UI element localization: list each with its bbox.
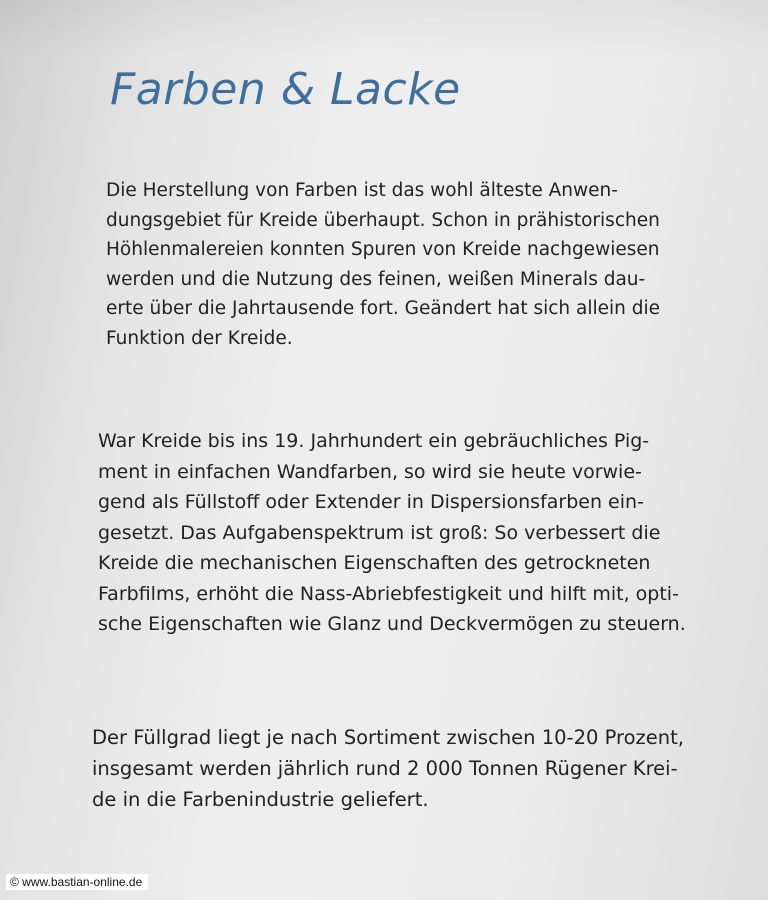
paragraph-3 — [92, 722, 684, 815]
page-title: Farben & Lacke — [110, 64, 461, 115]
paragraph-line: erte über die Jahrtausende fort. Geändert hat sich allein die — [106, 298, 661, 319]
paragraph-line: Funktion der Kreide. — [106, 327, 293, 349]
paragraph-line: werden und die Nutzung des feinen, weißen Minerals dau- — [106, 268, 646, 290]
paragraph-1 — [106, 176, 660, 353]
paragraph-2 — [98, 426, 686, 640]
top-shadow — [0, 0, 768, 60]
copyright-watermark: © www.bastian-online.de — [6, 874, 148, 890]
paragraph-line: dungsgebiet für Kreide überhaupt. Schon in prähistorischen — [106, 209, 660, 231]
paragraph-line: Kreide die mechanischen Eigenschaften des getrockneten — [98, 552, 651, 574]
paragraph-line: sche Eigenschaften wie Glanz und Deckvermögen zu steuern. — [98, 613, 686, 635]
paragraph-line: ment in einfachen Wandfarben, so wird sie heute vorwie- — [98, 460, 642, 483]
paragraph-line: gend als Füllstoff oder Extender in Dispersionsfarben ein- — [98, 491, 644, 513]
paragraph-line: Höhlenmalereien konnten Spuren von Kreide nachgewiesen — [106, 239, 660, 260]
paragraph-line: insgesamt werden jährlich rund 2 000 Tonnen Rügener Krei- — [92, 757, 678, 780]
paragraph-line: gesetzt. Das Aufgabenspektrum ist groß: So verbessert die — [98, 521, 661, 544]
paragraph-line: War Kreide bis ins 19. Jahrhundert ein gebräuchliches Pig- — [98, 430, 650, 452]
paragraph-line: Der Füllgrad liegt je nach Sortiment zwischen 10-20 Prozent, — [92, 726, 684, 749]
paragraph-line: de in die Farbenindustrie geliefert. — [92, 788, 429, 811]
paragraph-line: Die Herstellung von Farben ist das wohl älteste Anwen- — [106, 180, 618, 201]
paragraph-line: Farbfilms, erhöht die Nass-Abriebfestigkeit und hilft mit, opti- — [98, 582, 679, 605]
